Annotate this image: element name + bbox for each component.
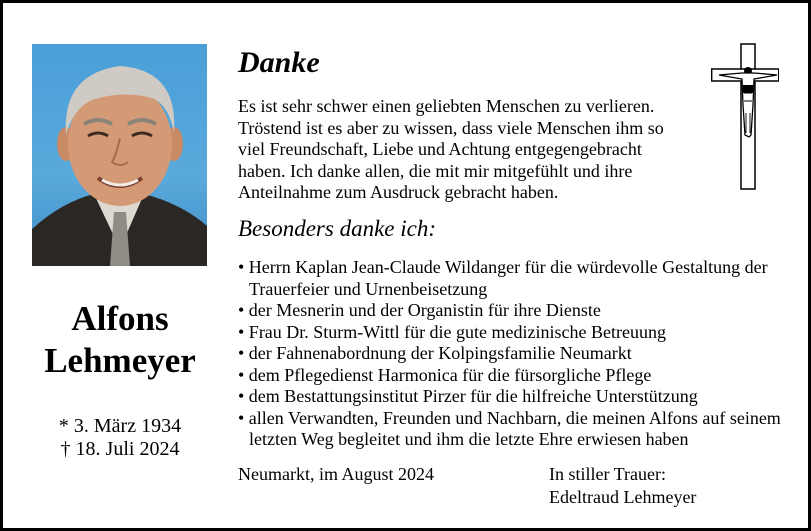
- thanks-list: [238, 257, 798, 451]
- thanks-heading: Besonders danke ich:: [238, 216, 436, 241]
- intro-line: Tröstend ist es aber zu wissen, dass viele Menschen ihm so: [238, 117, 664, 138]
- intro-line: haben. Ich danke allen, die mit mir mitgefühlt und ihre: [238, 160, 633, 181]
- page-title: Danke: [238, 46, 320, 79]
- list-item: • Frau Dr. Sturm-Wittl für die gute medizinische Betreuung: [238, 321, 666, 342]
- last-name: Lehmeyer: [44, 341, 196, 380]
- crucifix-icon: [709, 43, 779, 198]
- list-item: • dem Pflegedienst Harmonica für die fürsorgliche Pflege: [238, 364, 652, 385]
- intro-paragraph: [238, 96, 688, 204]
- birth-date: * 3. März 1934: [58, 415, 182, 437]
- list-item: • der Fahnenabordnung der Kolpingsfamilie Neumarkt: [238, 343, 632, 363]
- mourning-label: In stiller Trauer:: [549, 464, 666, 484]
- deceased-name: [21, 298, 219, 382]
- signature-block: [549, 463, 696, 509]
- portrait-photo: [32, 44, 207, 266]
- place-and-date: Neumarkt, im August 2024: [238, 464, 434, 484]
- list-item: • der Mesnerin und der Organistin für ihre Dienste: [238, 300, 601, 320]
- death-date: † 18. Juli 2024: [60, 438, 180, 460]
- portrait-image: [32, 44, 207, 266]
- intro-line: viel Freundschaft, Liebe und Achtung entgegengebracht: [238, 139, 642, 159]
- list-item: • Herrn Kaplan Jean-Claude Wildanger für die würdevolle Gestaltung der Trauerfeier und Urnenbeisetzung: [238, 257, 768, 299]
- first-name: Alfons: [71, 299, 169, 338]
- intro-line: Es ist sehr schwer einen geliebten Menschen zu verlieren.: [238, 96, 655, 116]
- list-item: • dem Bestattungsinstitut Pirzer für die hilfreiche Unterstützung: [238, 386, 698, 406]
- life-dates: [21, 415, 219, 461]
- list-item: • allen Verwandten, Freunden und Nachbarn, die meinen Alfons auf seinem letzten Weg begleitet und ihm die letzte Ehre erwiesen haben: [238, 407, 781, 449]
- mourner-name: Edeltraud Lehmeyer: [549, 487, 697, 507]
- intro-line: Anteilnahme zum Ausdruck gebracht haben.: [238, 182, 559, 202]
